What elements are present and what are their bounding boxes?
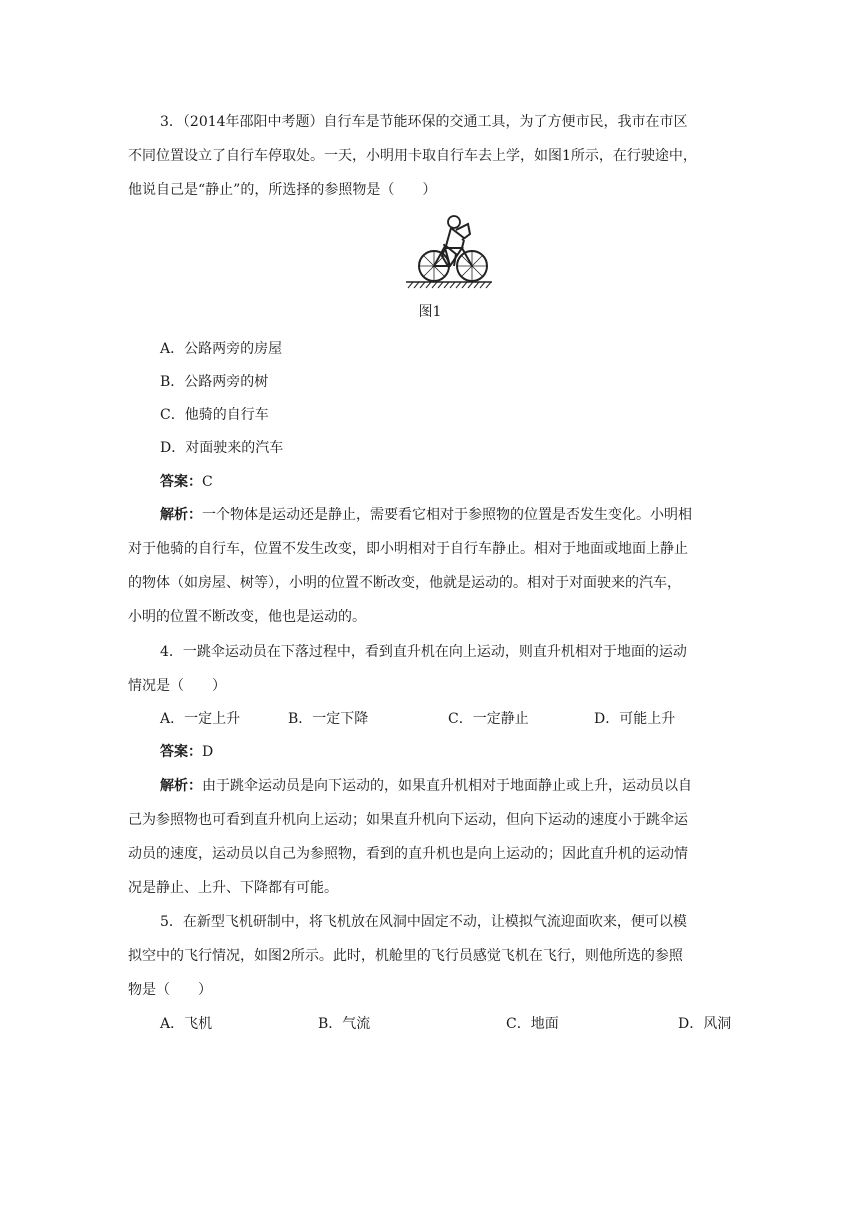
analysis-text: 一个物体是运动还是静止，需要看它相对于参照物的位置是否发生变化。小明相 xyxy=(202,507,692,523)
q5-line-2: 拟空中的飞行情况，如图2所示。此时，机舱里的飞行员感觉飞机在飞行，则他所选的参照 xyxy=(128,948,683,964)
q4-analysis-line-3: 动员的速度，运动员以自己为参照物，看到的直升机也是向上运动的；因此直升机的运动情 xyxy=(128,846,688,862)
q3-answer xyxy=(160,472,213,492)
q4-line-1: 4．一跳伞运动员在下落过程中，看到直升机在向上运动，则直升机相对于地面的运动 xyxy=(160,644,687,660)
q4-option-d: D．可能上升 xyxy=(594,711,676,727)
q5-option-d: D．风洞 xyxy=(678,1016,732,1032)
q3-option-c: C．他骑的自行车 xyxy=(160,407,269,423)
analysis-text: 由于跳伞运动员是向下运动的，如果直升机相对于地面静止或上升，运动员以自 xyxy=(202,778,692,794)
answer-label: 答案： xyxy=(160,744,202,760)
q4-analysis-line-4: 况是静止、上升、下降都有可能。 xyxy=(128,880,338,896)
q4-option-a: A．一定上升 xyxy=(160,711,241,727)
q4-analysis-line-2: 己为参照物也可看到直升机向上运动；如果直升机向下运动，但向下运动的速度小于跳伞运 xyxy=(128,812,688,828)
analysis-label: 解析： xyxy=(160,507,202,523)
q4-option-c: C．一定静止 xyxy=(448,711,529,727)
answer-value: D xyxy=(202,744,214,760)
q4-option-b: B．一定下降 xyxy=(288,711,369,727)
q3-line-1: 3．（2014年邵阳中考题）自行车是节能环保的交通工具，为了方便市民，我市在市区 xyxy=(160,114,688,130)
answer-value: C xyxy=(202,474,213,490)
q5-line-1: 5．在新型飞机研制中，将飞机放在风洞中固定不动，让模拟气流迎面吹来，便可以模 xyxy=(160,914,687,930)
cyclist-figure xyxy=(404,210,494,294)
q5-option-c: C．地面 xyxy=(506,1016,559,1032)
q3-analysis-line-4: 小明的位置不断改变，他也是运动的。 xyxy=(128,609,366,625)
analysis-label: 解析： xyxy=(160,778,202,794)
q5-option-b: B．气流 xyxy=(318,1016,371,1032)
q4-analysis-line-1 xyxy=(160,776,692,796)
q4-line-2: 情况是（ ） xyxy=(128,678,226,694)
q4-answer xyxy=(160,742,213,762)
q5-option-a: A．飞机 xyxy=(160,1016,213,1032)
q3-line-2: 不同位置设立了自行车停取处。一天，小明用卡取自行车去上学，如图1所示，在行驶途中， xyxy=(128,148,697,164)
q3-line-3: 他说自己是“静止”的，所选择的参照物是（ ） xyxy=(128,182,437,198)
q3-analysis-line-2: 对于他骑的自行车，位置不发生改变，即小明相对于自行车静止。相对于地面或地面上静止 xyxy=(128,541,688,557)
q5-line-3: 物是（ ） xyxy=(128,982,212,998)
q3-option-d: D．对面驶来的汽车 xyxy=(160,440,284,456)
q3-option-b: B．公路两旁的树 xyxy=(160,374,269,390)
figure-1-caption: 图1 xyxy=(418,304,442,320)
q3-analysis-line-1 xyxy=(160,505,692,525)
q3-analysis-line-3: 的物体（如房屋、树等），小明的位置不断改变，他就是运动的。相对于对面驶来的汽车， xyxy=(128,575,681,591)
answer-label: 答案： xyxy=(160,474,202,490)
q3-option-a: A．公路两旁的房屋 xyxy=(160,341,283,357)
